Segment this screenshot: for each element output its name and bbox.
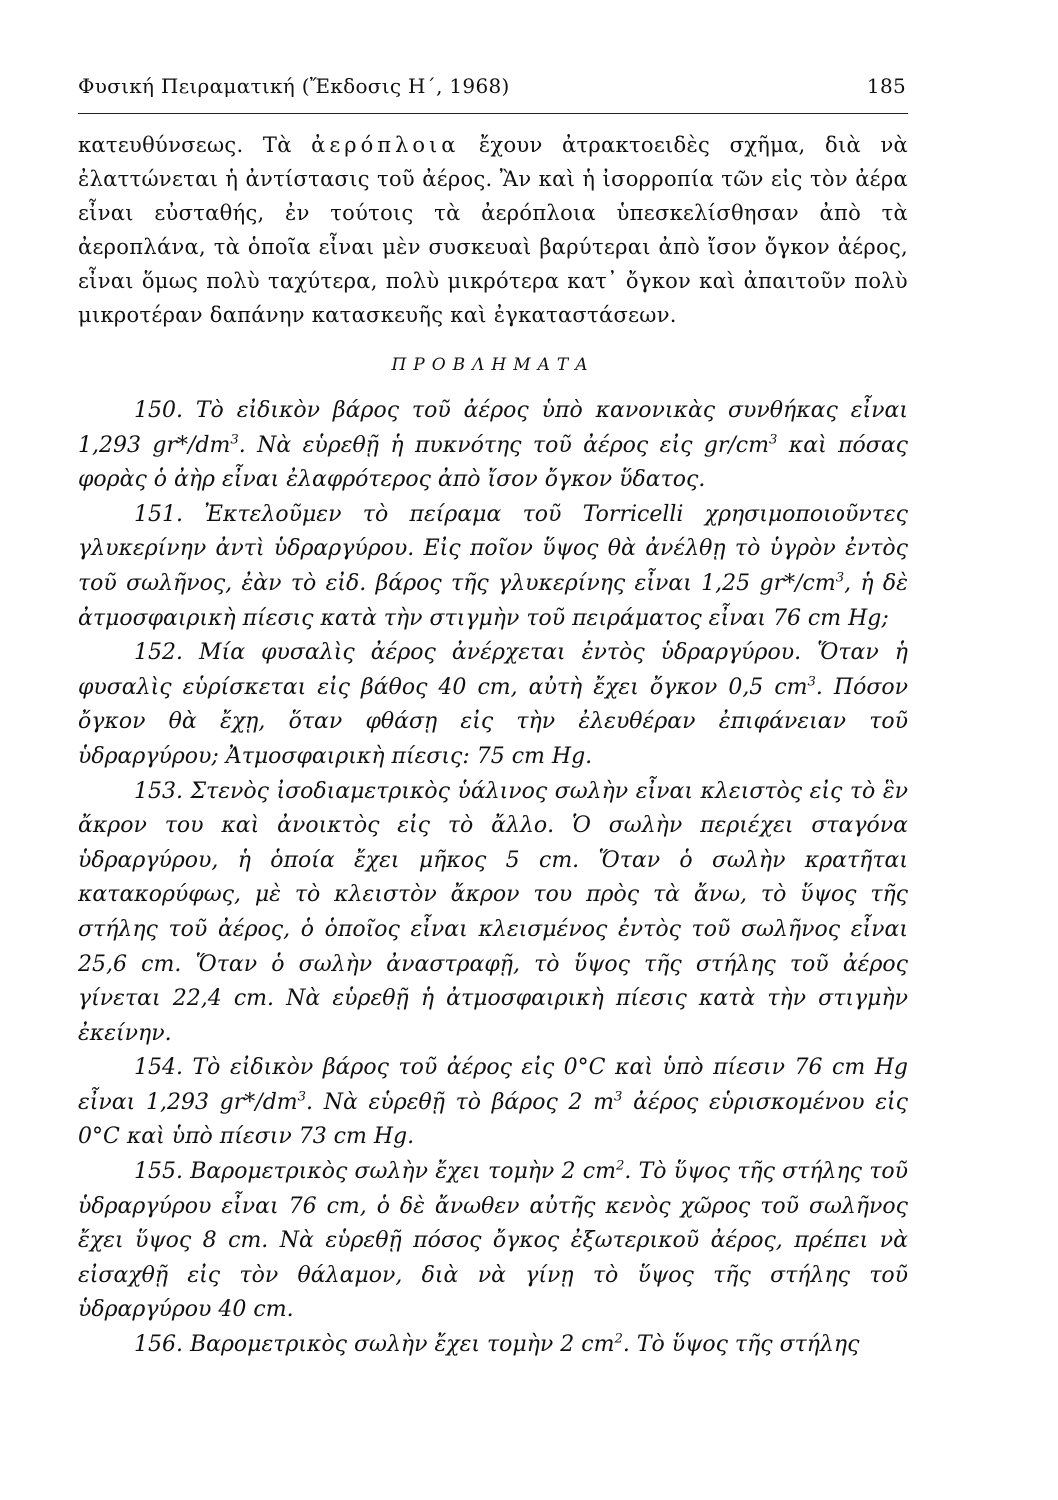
problem-text: . Πόσον ὄγκον θὰ ἔχῃ, ὅταν φθάσῃ εἰς τὴν ἐλευθέραν ἐπιφάνειαν τοῦ ὑδραργύρου; Ἀτμοσφαιρικὴ πίεσις: 75 cm Hg. [78,674,908,769]
header-rule [78,113,908,114]
problem-number: 151. [134,501,183,527]
problem-text: , ἡ δὲ ἀτμοσφαιρικὴ πίεσις κατὰ τὴν στιγμὴν τοῦ πειράματος εἶναι 76 cm Hg; [78,570,908,631]
problem-number: 152. [134,640,183,666]
section-title: ΠΡΟΒΛΗΜΑΤΑ [391,355,595,375]
running-title: Φυσική Πειραματική (Ἔκδοσις Η΄, 1968) [78,74,510,98]
problem-text: Ἐκτελοῦμεν τὸ πείραμα τοῦ Torricelli χρησιμοποιοῦντες γλυκερίνην ἀντὶ ὑδραργύρου. Εἰς ποῖον ὕψος θὰ ἀνέλθῃ τὸ ὑγρὸν ἐντὸς τοῦ σωλῆνος, ἐὰν τὸ εἰδ. βάρος τῆς γλυκερίνης εἶναι 1,25 gr*/cm [78,501,908,596]
superscript: 2 [614,1331,623,1347]
problem-154 [78,1051,908,1155]
superscript: 2 [615,1158,625,1174]
superscript: 3 [297,1089,307,1105]
problem-150 [78,394,908,498]
problem-text: Μία φυσαλὶς ἀέρος ἀνέρχεται ἐντὸς ὑδραργύρου. Ὅταν ἡ φυσαλὶς εὑρίσκεται εἰς βάθος 40 cm, αὐτὴ ἔχει ὄγκον 0,5 cm [78,640,908,700]
superscript: 3 [807,674,816,690]
problem-text: . Τὸ ὕψος τῆς στήλης τοῦ ὑδραργύρου εἶναι 76 cm, ὁ δὲ ἄνωθεν αὐτῆς κενὸς χῶρος τοῦ σωλῆνος ἔχει ὕψος 8 cm. Νὰ εὑρεθῇ πόσος ὄγκος ἐξωτερικοῦ ἀέρος, πρέπει νὰ εἰσαχθῇ εἰς τὸν θάλαμον, διὰ νὰ γίνῃ τὸ ὕψος τῆς στήλης τοῦ ὑδραργύρου 40 cm. [78,1159,908,1323]
intro-spaced-word: ἀερόπλοια [311,133,460,157]
problem-text: Βαρομετρικὸς σωλὴν ἔχει τομὴν 2 cm [182,1332,615,1358]
intro-paragraph [78,128,908,332]
problem-text: Τὸ εἰδικὸν βάρος τοῦ ἀέρος εἰς 0°C καὶ ὑπὸ πίεσιν 76 cm Hg εἶναι 1,293 gr*/dm [78,1055,908,1115]
problem-number: 150. [134,398,183,423]
intro-text-rest: ἔχουν ἀτρακτοειδὲς σχῆμα, διὰ νὰ ἐλαττώνεται ἡ ἀντίστασις τοῦ ἀέρος. Ἂν καὶ ἡ ἰσορροπία τῶν εἰς τὸν ἀέρα εἶναι εὐσταθής, ἐν τούτοις τὰ ἀερόπλοια ὑπεσκελίσθησαν ἀπὸ τὰ ἀεροπλάνα, τὰ ὁποῖα εἶναι μὲν συσκευαὶ βαρύτεραι ἀπὸ ἴσον ὄγκον ἀέρος, εἶναι ὅμως πολὺ ταχύτερα, πολὺ μικρότερα κατ᾽ ὄγκον καὶ ἀπαιτοῦν πολὺ μικροτέραν δαπάνην κατασκευῆς καὶ ἐγκαταστάσεων. [78,133,908,327]
problem-number: 155. [134,1159,183,1185]
problem-153 [78,775,908,1052]
page-body [78,128,908,1363]
superscript: 3 [769,432,778,448]
problem-151 [78,498,908,636]
problem-number: 156. [134,1332,183,1358]
problem-text: . Νὰ εὑρεθῇ τὸ βάρος 2 m [306,1089,615,1115]
problem-text: καὶ πόσας φορὰς ὁ ἀὴρ εἶναι ἐλαφρότερος ἀπὸ ἴσον ὄγκον ὕδατος. [78,432,908,493]
problem-number: 154. [134,1055,183,1081]
superscript: 3 [835,570,845,586]
problem-text: . Τὸ ὕψος τῆς στήλης [622,1332,860,1358]
problem-156 [78,1328,908,1363]
problem-text: Στενὸς ἰσοδιαμετρικὸς ὑάλινος σωλὴν εἶναι κλειστὸς εἰς τὸ ἓν ἄκρον του καὶ ἀνοικτὸς εἰς τὸ ἄλλο. Ὁ σωλὴν περιέχει σταγόνα ὑδραργύρου, ἡ ὁποία ἔχει μῆκος 5 cm. Ὅταν ὁ σωλὴν κρατῆται κατακορύφως, μὲ τὸ κλειστὸν ἄκρον του πρὸς τὰ ἄνω, τὸ ὕψος τῆς στήλης τοῦ ἀέρος, ὁ ὁποῖος εἶναι κλεισμένος ἐντὸς τοῦ σωλῆνος εἶναι 25,6 cm. Ὅταν ὁ σωλὴν ἀναστραφῇ, τὸ ὕψος τῆς στήλης τοῦ ἀέρος γίνεται 22,4 cm. Νὰ εὑρεθῇ ἡ ἀτμοσφαιρικὴ πίεσις κατὰ τὴν στιγμὴν ἐκείνην. [78,778,908,1046]
problem-text: Βαρομετρικὸς σωλὴν ἔχει τομὴν 2 cm [182,1159,616,1185]
running-header [78,74,908,104]
problem-152 [78,636,908,774]
problem-155 [78,1155,908,1328]
page-number: 185 [866,74,906,98]
problem-text: ἀέρος εὑρισκομένου εἰς 0°C καὶ ὑπὸ πίεσιν 73 cm Hg. [78,1089,908,1150]
problem-text: Τὸ εἰδικὸν βάρος τοῦ ἀέρος ὑπὸ κανονικὰς συνθήκας εἶναι 1,293 gr*/dm [78,398,908,458]
problem-number: 153. [134,778,183,804]
intro-text-start: κατευθύνσεως. Τὰ [78,133,312,157]
superscript: 3 [614,1089,623,1105]
problem-text: . Νὰ εὑρεθῇ ἡ πυκνότης τοῦ ἀέρος εἰς gr/cm [238,432,769,458]
superscript: 3 [230,432,239,448]
